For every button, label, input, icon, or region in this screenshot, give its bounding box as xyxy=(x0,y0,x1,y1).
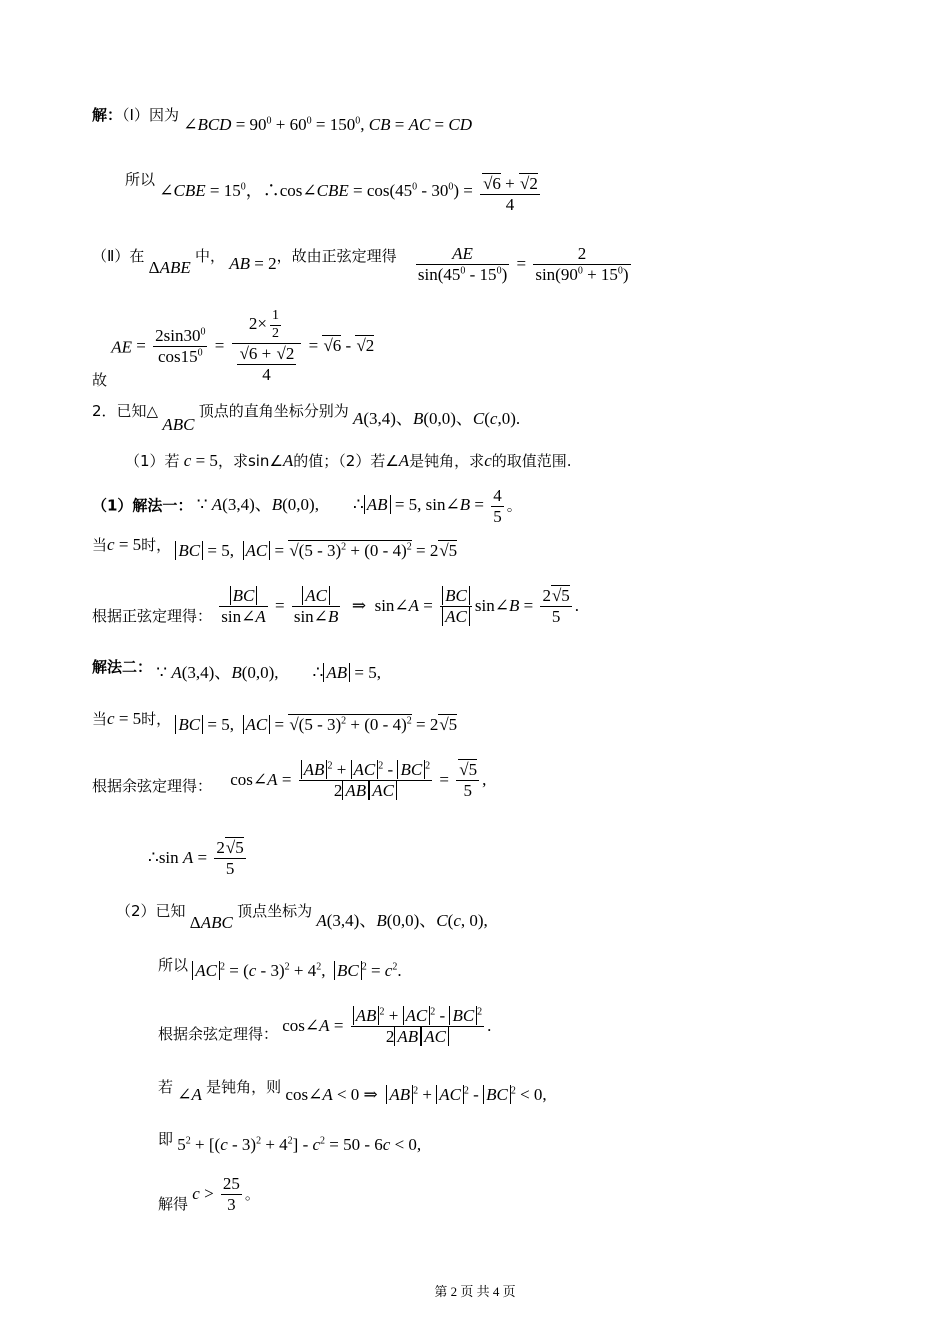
triangle-abe: ΔABE xyxy=(148,257,191,277)
ie-label: 即 xyxy=(158,1130,174,1148)
sin-a-result-line xyxy=(148,838,249,880)
formula-sine-law: $\frac{AE}{\sin(45^0 - 15^0)}$ = $\frac{2}{\sin(90^0 + 15^0)}$ xyxy=(417,244,629,285)
q2-sub1e: 的取值范围. xyxy=(491,452,572,470)
formula-method1: ∵ A(3,4)、B(0,0), ∴ AB = 5, sin∠B = $\frac{4}{5}$ xyxy=(196,486,502,527)
p2-coords: 顶点坐标为 xyxy=(237,902,313,920)
obtuse-label: 是钝角，则 xyxy=(206,1078,282,1096)
solution-so-line xyxy=(125,162,543,215)
question-2-subparts: （1）若 c = 5，求sin∠A的值；（2）若∠A是钝角，求c的取值范围. xyxy=(125,451,572,470)
formula-coords: A(3,4)、B(0,0)、C(c,0). xyxy=(352,409,521,428)
formula-p2-coords: A(3,4)、B(0,0)、C(c, 0), xyxy=(316,911,488,930)
formula-cos-cbe: ∠CBE = $15^0$，∴cos∠CBE = $\cos(45^0 - 30^0)$ = $\frac{√6 + √2}{4}$ xyxy=(159,174,538,215)
cos-law-line xyxy=(92,760,486,802)
formula-c5: c = 5 xyxy=(183,451,218,470)
p2-so-line xyxy=(158,956,402,980)
q2-text: 2．已知△ xyxy=(92,402,159,420)
method1-label: （1）解法一： xyxy=(92,496,193,515)
when-label: 当 xyxy=(92,536,108,554)
formula-solve: c > $\frac{25}{3}$ xyxy=(192,1174,240,1215)
sine-law2-label: 根据正弦定理得： xyxy=(92,606,213,625)
when-line-1: 当c = 5时， BC = 5, AC = √(5 - 3)$^2$ + (0 - 4)$^2$ = 2√5 xyxy=(92,535,458,560)
solution-ae-line xyxy=(92,308,375,389)
formula-bc-ac-2: BC = 5, AC = √(5 - 3)$^2$ + (0 - 4)$^2$ = 2√5 xyxy=(175,715,457,734)
formula-bc-ac-1: BC = 5, AC = √(5 - 3)$^2$ + (0 - 4)$^2$ = 2√5 xyxy=(175,541,457,560)
formula-cos-a-2: cos∠A = $\frac{AB ^2 + AC ^2 - BC ^2}{\text{2 AB AC}}$ . xyxy=(282,1006,492,1047)
sine-law-label: ，故由正弦定理得 xyxy=(276,246,397,265)
p2-known: （2）已知 xyxy=(116,902,186,920)
cos-law2-label: 根据余弦定理得： xyxy=(158,1024,279,1043)
formula-ac-bc-sq: AC $^2 = (c - 3)^2 + 4^2$, BC $^2 = c^2$. xyxy=(192,961,401,980)
solution-label: 解： xyxy=(92,106,123,124)
ie-line xyxy=(158,1130,422,1154)
p2-cos-law-line xyxy=(158,1006,491,1048)
page-footer: 第 2 页 共 4 页 xyxy=(434,1284,516,1299)
so-label: 所以 xyxy=(125,170,156,189)
formula-angle-bcd: ∠BCD = $90^0 + 60^0 = 150^0$, CB = AC = CD xyxy=(183,115,473,134)
formula-ab: AB = 2 xyxy=(229,253,277,273)
question-2-line xyxy=(92,402,521,434)
part2-label: （Ⅱ）在 xyxy=(92,246,145,265)
obtuse-line: 若 ∠A 是钝角，则 cos∠A < 0 ⇒ AB $^2$ + AC $^2$ - BC $^2$ < 0, xyxy=(158,1078,547,1104)
q2-vertices: 顶点的直角坐标分别为 xyxy=(198,402,349,420)
so2-label: 所以 xyxy=(158,956,189,974)
formula-obtuse: cos∠A < 0 ⇒ AB $^2$ + AC $^2$ - BC $^2$ < 0, xyxy=(285,1085,547,1104)
q2-sub1b: ，求 xyxy=(217,452,248,470)
part2-known-line: （2）已知 ΔABC 顶点坐标为 A(3,4)、B(0,0)、C(c, 0), xyxy=(116,902,488,932)
when-line-2: 当c = 5时， BC = 5, AC = √(5 - 3)$^2$ + (0 - 4)$^2$ = 2√5 xyxy=(92,709,458,734)
q2-sub1d: 是钝角，求 xyxy=(409,452,485,470)
formula-cos-a-1: cos∠A = $\frac{AB ^2 + AC ^2 - BC ^2}{\text{2 AB AC}}$ = $\frac{√5}{5}$ , xyxy=(230,760,487,801)
solution-part1-line xyxy=(92,106,473,134)
if-label: 若 xyxy=(158,1078,174,1096)
sine-law-line xyxy=(92,586,579,628)
q2-sub1c: 的值；（2）若∠ xyxy=(293,452,399,470)
triangle-abc: ABC xyxy=(162,415,195,434)
cos-law-label: 根据余弦定理得： xyxy=(92,776,213,795)
in-label: 中， xyxy=(194,246,225,265)
q2-sub1: （1）若 xyxy=(125,452,180,470)
solve-label: 解得 xyxy=(158,1194,189,1213)
part1-label: （Ⅰ）因为 xyxy=(122,106,179,124)
solution-part2-line xyxy=(92,236,634,285)
formula-sin-a-result: ∴sin A = $\frac{2√5}{5}$ xyxy=(148,838,244,879)
formula-sine-a: $\frac{BC}{\sin\angle A}$ = $\frac{AC}{\sin\angle B}$ ⇒ sin∠A = $\frac{BC}{AC}$ sin∠B = $\frac{2√5}{5}$ . xyxy=(221,586,580,627)
formula-ae: AE = $\frac{2\sin 30^0}{\cos 15^0}$ = 2× $\frac{1}{2}$ $\frac{√6 + √2}{4}$ = √6 - √2 xyxy=(111,308,375,384)
formula-ie: $5^2 + [(c - 3)^2 + 4^2] - c^2 = 50 - 6c < 0$, xyxy=(177,1135,422,1154)
method2-line xyxy=(92,658,381,682)
method2-label: 解法二： xyxy=(92,658,153,676)
hence-label: 故 xyxy=(92,370,108,389)
method1-line: （1）解法一： ∵ A(3,4)、B(0,0), ∴ AB = 5, sin∠B = $\frac{4}{5}$ 。 xyxy=(92,486,522,527)
formula-method2: ∵ A(3,4)、B(0,0), ∴ AB = 5, xyxy=(156,663,381,682)
solve-line: 解得 c > $\frac{25}{3}$ 。 xyxy=(158,1174,260,1215)
